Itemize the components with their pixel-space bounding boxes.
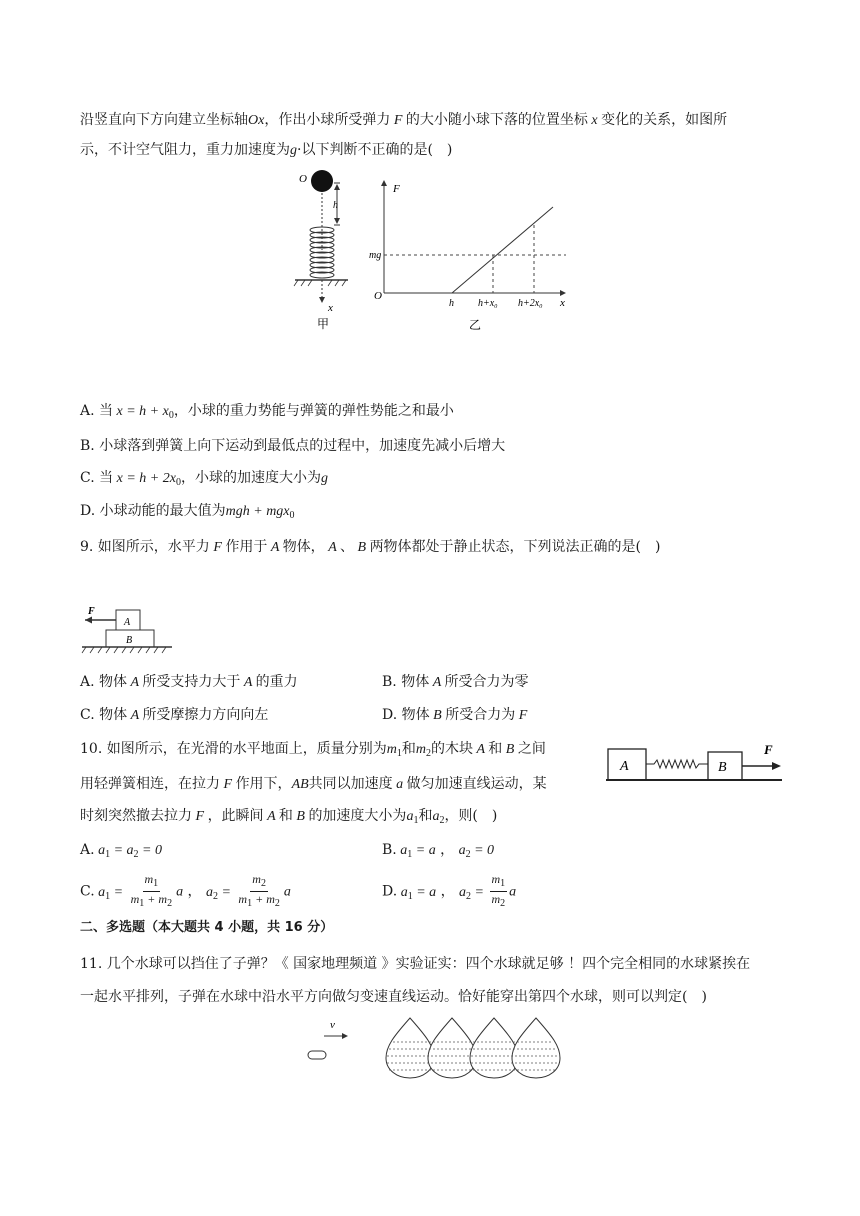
stacked-blocks-figure xyxy=(80,600,180,655)
q8-option-a[interactable]: A. 当 $x = h + x_0$，小球的重力势能与弹簧的弹性势能之和最小 xyxy=(80,403,454,421)
spring-ball-figure xyxy=(290,168,370,333)
force-position-graph xyxy=(366,172,576,337)
f-label: F xyxy=(88,606,95,617)
q8-option-c[interactable]: C. 当 $x = h + 2x_0$，小球的加速度大小为g xyxy=(80,470,328,488)
spring-blocks-figure xyxy=(604,738,784,788)
velocity-label: v xyxy=(330,1019,335,1031)
block-a-label: A xyxy=(620,759,629,774)
f-axis-label: F xyxy=(393,183,400,195)
figure-caption-yi: 乙 xyxy=(469,318,482,332)
ball xyxy=(311,170,333,192)
q11-stem-line2: 一起水平排列，子弹在水球中沿水平方向做匀变速直线运动。恰好能穿出第四个水球，则可以判定( ) xyxy=(80,989,707,1005)
block-b-label: B xyxy=(718,760,727,775)
q10-option-d[interactable]: D. $a_1 = a$ ， $a_2$ = $\frac{m_1}{m_2}$ a xyxy=(382,872,517,909)
h-tick: h xyxy=(449,298,454,309)
block-a-label: A xyxy=(124,617,131,628)
q9-option-b[interactable]: B. 物体 A 所受合力为零 xyxy=(382,674,529,690)
h-plus-x0-tick: h+x₀ xyxy=(478,298,498,309)
force-line xyxy=(452,207,553,293)
q9-option-d[interactable]: D. 物体 B 所受合力为 F xyxy=(382,707,528,723)
q9-stem: 9. 如图所示，水平力 F 作用于 A 物体， A 、 B 两物体都处于静止状态，下列说法正确的是( ) xyxy=(80,539,661,555)
q11-stem-line1: 11. 几个水球可以挡住了子弹？《 国家地理频道 》实验证实：四个水球就足够 ！四个完全相同的水球紧挨在 xyxy=(80,956,751,972)
x-axis-label: x xyxy=(328,302,333,314)
q8-option-d[interactable]: D. 小球动能的最大值为mgh + mgx$_0$ xyxy=(80,503,295,521)
q10-option-a[interactable]: A. $a_1 = a_2 = 0$ xyxy=(80,842,162,860)
h-plus-2x0-tick: h+2x₀ xyxy=(518,298,543,309)
bullet xyxy=(308,1051,326,1059)
origin-label: O xyxy=(374,290,382,302)
water-balls xyxy=(386,1018,560,1078)
x-axis-label: x xyxy=(560,297,565,309)
q8-option-b[interactable]: B. 小球落到弹簧上向下运动到最低点的过程中，加速度先减小后增大 xyxy=(80,438,506,454)
q9-option-a[interactable]: A. 物体 A 所受支持力大于 A 的重力 xyxy=(80,674,298,690)
figure-caption-jia: 甲 xyxy=(317,317,330,331)
q9-option-c[interactable]: C. 物体 A 所受摩擦力方向向左 xyxy=(80,707,269,723)
q8-stem-line2: 示，不计空气阻力，重力加速度为g·以下判断不正确的是( ) xyxy=(80,142,453,158)
q10-stem-line3: 时刻突然撤去拉力 F ，此瞬间 A 和 B 的加速度大小为$a_1$和$a_2$，则( ) xyxy=(80,808,498,826)
q10-stem-line2: 用轻弹簧相连，在拉力 F 作用下，AB共同以加速度 a 做匀加速直线运动，某 xyxy=(80,776,547,792)
mg-label: mg xyxy=(369,250,382,261)
water-balls-figure xyxy=(300,1012,590,1084)
q10-option-b[interactable]: B. $a_1 = a$ ， $a_2 = 0$ xyxy=(382,842,495,860)
q10-stem-line1: 10. 如图所示，在光滑的水平地面上，质量分别为$m_1$和$m_2$的木块 A 和 B 之间 xyxy=(80,741,546,759)
q10-option-c[interactable]: C. $a_1$ = $\frac{m_1}{m_1 + m_2}$ a ， $a_2$ = $\frac{m_2}{m_1 + m_2}$ a xyxy=(80,872,291,909)
f-label: F xyxy=(764,742,773,757)
section-heading: 二、多选题（本大题共 4 小题，共 16 分） xyxy=(80,920,334,935)
h-label: h xyxy=(333,200,338,211)
origin-label: O xyxy=(299,173,307,185)
block-b-label: B xyxy=(126,635,133,646)
q8-stem-line1: 沿竖直向下方向建立坐标轴Ox，作出小球所受弹力 F 的大小随小球下落的位置坐标 x 变化的关系，如图所 xyxy=(80,112,728,128)
spring xyxy=(646,760,708,768)
